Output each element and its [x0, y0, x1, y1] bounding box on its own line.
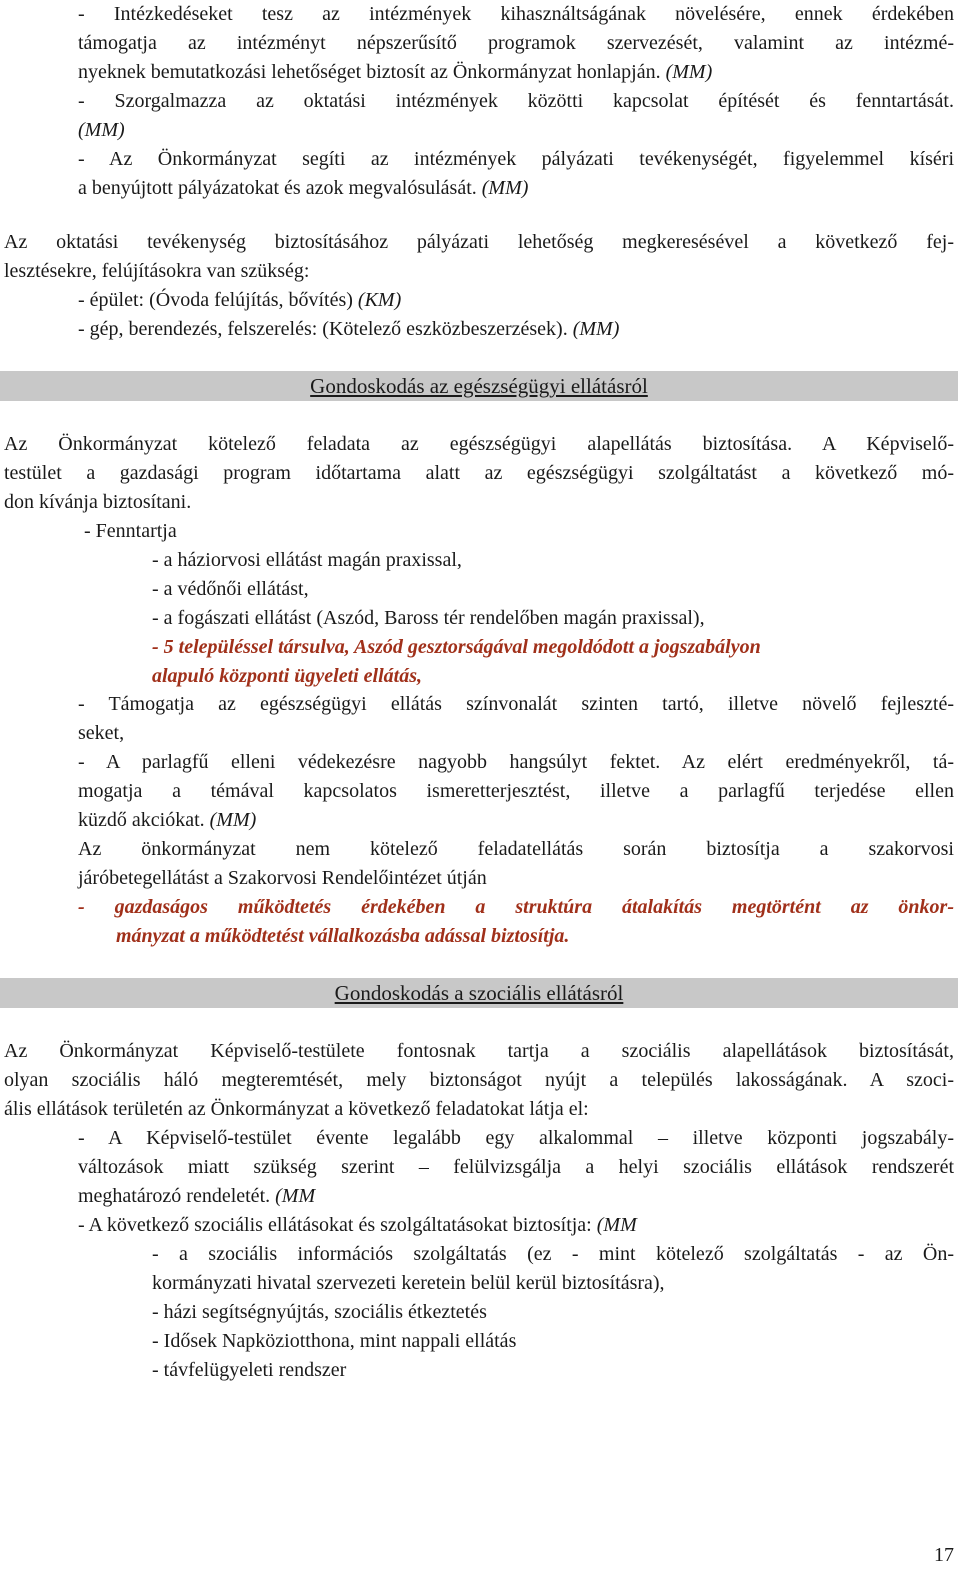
section-heading-text: Gondoskodás a szociális ellátásról: [334, 981, 624, 1005]
page-number: 17: [934, 1544, 954, 1566]
highlighted-text-line: mányzat a működtetést vállalkozásba adással biztosítja.: [116, 925, 570, 947]
text-span: a benyújtott pályázatokat és azok megvalósulását.: [78, 177, 482, 199]
text-line: olyan szociális háló megteremtését, mely biztonságot nyújt a település lakosságának. A szoci-: [4, 1069, 954, 1091]
text-span: - épület: (Óvoda felújítás, bővítés): [78, 289, 358, 311]
development-needs-paragraph: [4, 228, 954, 286]
text-line: - A Képviselő-testület évente legalább egy alkalommal – illetve központi jogszabály-: [78, 1127, 954, 1149]
responsible-tag: (MM): [209, 809, 257, 831]
text-span: - gép, berendezés, felszerelés: (Kötelező eszközbeszerzések).: [78, 318, 573, 340]
text-line: ális ellátások területén az Önkormányzat a következő feladatokat látja el:: [4, 1098, 589, 1120]
responsible-tag: (MM): [481, 177, 529, 199]
text-line: seket,: [78, 722, 125, 744]
text-line: mogatja a témával kapcsolatos ismeretterjesztést, illetve a parlagfű terjedése ellen: [78, 780, 954, 802]
list-item: - a védőnői ellátást,: [152, 578, 309, 600]
text-line: testület a gazdasági program időtartama alatt az egészségügyi szolgáltatást a következő mó-: [4, 462, 954, 484]
section-heading-health: [0, 371, 958, 401]
social-services-list: [152, 1240, 954, 1385]
responsible-tag: (MM: [275, 1185, 316, 1207]
highlighted-text-line: - gazdaságos működtetés érdekében a struktúra átalakítás megtörtént az önkor-: [78, 896, 954, 918]
list-item: - Idősek Napköziotthona, mint nappali ellátás: [152, 1330, 517, 1352]
text-span: küzdő akciókat.: [78, 809, 210, 831]
highlighted-list-item: - 5 településsel társulva, Aszód gesztorságával megoldódott a jogszabályon: [152, 636, 761, 658]
text-line: lesztésekre, felújításokra van szükség:: [4, 260, 310, 282]
text-line: - Az Önkormányzat segíti az intézmények pályázati tevékenységét, figyelemmel kíséri: [78, 148, 954, 170]
list-item: - távfelügyeleti rendszer: [152, 1359, 347, 1381]
highlighted-list-item: alapuló központi ügyeleti ellátás,: [152, 665, 423, 687]
text-line: - Intézkedéseket tesz az intézmények kihasználtságának növelésére, ennek érdekében: [78, 3, 954, 25]
health-paragraph: [4, 430, 954, 517]
text-line: - Fenntartja: [84, 520, 177, 542]
list-item: - házi segítségnyújtás, szociális étkeztetés: [152, 1301, 487, 1323]
text-line: járóbetegellátást a Szakorvosi Rendelőintézet útján: [78, 867, 487, 889]
responsible-tag: (KM): [357, 289, 402, 311]
text-line: - Támogatja az egészségügyi ellátás színvonalát szinten tartó, illetve növelő fejleszté-: [78, 693, 954, 715]
social-paragraph: [4, 1037, 954, 1124]
list-item: - a szociális információs szolgáltatás (ez - mint kötelező szolgáltatás - az Ön-: [152, 1243, 954, 1265]
health-maintains-list: [152, 546, 954, 691]
health-support-list: [78, 690, 954, 951]
text-line: - A parlagfű elleni védekezésre nagyobb hangsúlyt fektet. Az elért eredményekről, tá-: [78, 751, 954, 773]
text-line: változások miatt szükség szerint – felülvizsgálja a helyi szociális ellátások rendszerét: [78, 1156, 954, 1178]
text-line: Az önkormányzat nem kötelező feladatellátás során biztosítja a szakorvosi: [78, 838, 954, 860]
text-line: [78, 806, 954, 835]
text-line: Az oktatási tevékenység biztosításához pályázati lehetőség megkeresésével a következő fej-: [4, 231, 954, 253]
responsible-tag: (MM: [596, 1214, 637, 1236]
text-line: [78, 1182, 954, 1211]
health-maintains-label: [84, 517, 954, 546]
responsible-tag: (MM): [572, 318, 620, 340]
text-line: [78, 1211, 954, 1240]
text-line: Az Önkormányzat Képviselő-testülete fontosnak tartja a szociális alapellátások biztosítását,: [4, 1040, 954, 1062]
social-tasks-list: [78, 1124, 954, 1240]
list-item: [78, 315, 954, 344]
text-line: támogatja az intézményt népszerűsítő programok szervezését, valamint az intézmé-: [78, 32, 954, 54]
section-heading-text: Gondoskodás az egészségügyi ellátásról: [310, 374, 648, 398]
responsible-tag: (MM): [665, 61, 713, 83]
list-item: [78, 286, 954, 315]
text-line: [78, 58, 954, 87]
text-line: Az Önkormányzat kötelező feladata az egészségügyi alapellátás biztosítása. A Képviselő-: [4, 433, 954, 455]
list-item-continued: kormányzati hivatal szervezeti keretein belül kerül biztosításra),: [152, 1272, 665, 1294]
development-needs-list: [78, 286, 954, 344]
text-span: meghatározó rendeletét.: [78, 1185, 276, 1207]
responsible-tag: (MM): [78, 119, 125, 141]
education-measures-list: [78, 0, 954, 203]
text-span: nyeknek bemutatkozási lehetőséget biztosít az Önkormányzat honlapján.: [78, 61, 666, 83]
list-item: - a fogászati ellátást (Aszód, Baross tér rendelőben magán praxissal),: [152, 607, 705, 629]
section-heading-social: [0, 978, 958, 1008]
text-line: don kívánja biztosítani.: [4, 491, 192, 513]
text-line: [78, 174, 954, 203]
text-line: - Szorgalmazza az oktatási intézmények közötti kapcsolat építését és fenntartását.: [78, 90, 954, 112]
list-item: - a háziorvosi ellátást magán praxissal,: [152, 549, 462, 571]
text-span: - A következő szociális ellátásokat és szolgáltatásokat biztosítja:: [78, 1214, 597, 1236]
